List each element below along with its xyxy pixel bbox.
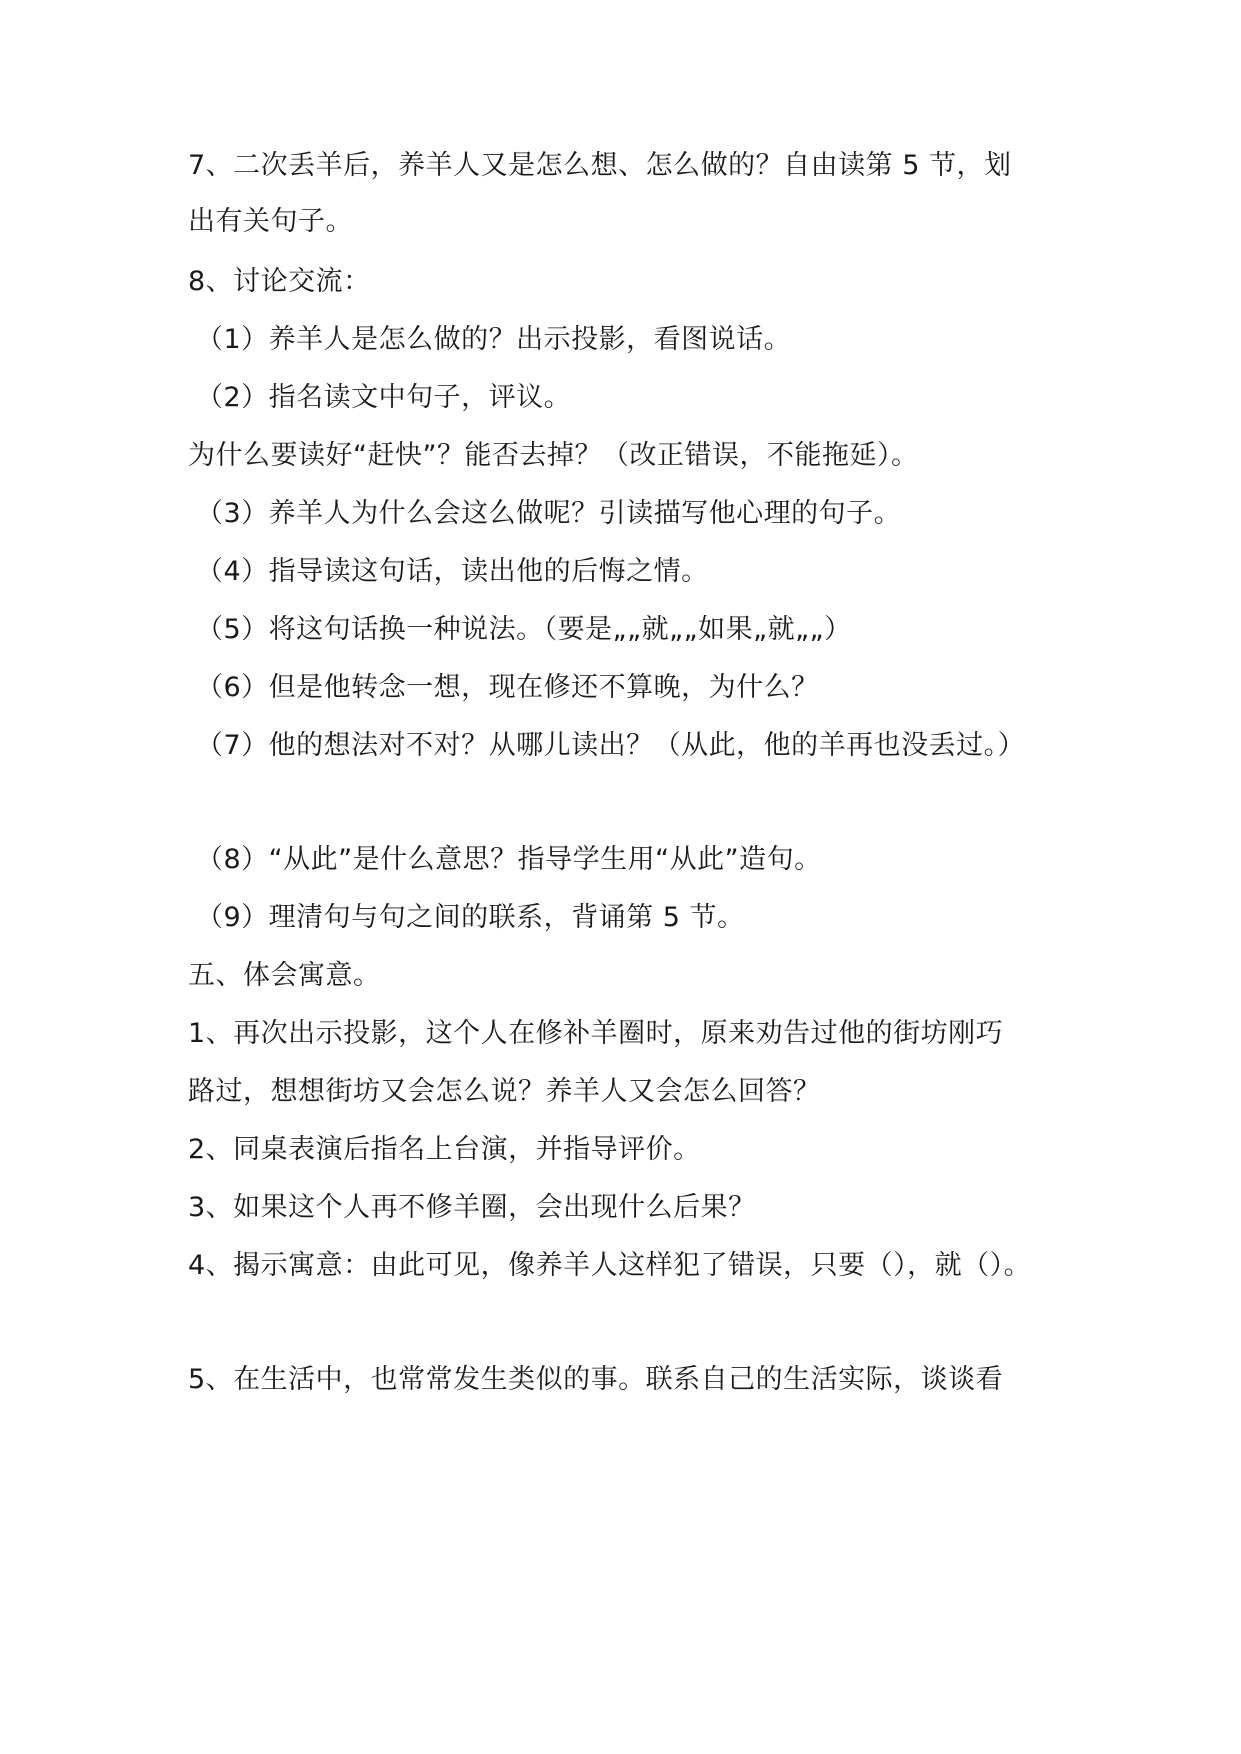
text-line: 8、讨论交流： — [188, 266, 371, 297]
text-line: 五、体会寓意。 — [188, 960, 381, 991]
text-line: 为什么要读好“赶快”？能否去掉？（改正错误，不能拖延）。 — [188, 440, 919, 471]
text-line: 4、揭示寓意：由此可见，像养羊人这样犯了错误，只要（），就（）。 — [188, 1250, 1032, 1281]
text-line: （3）养羊人为什么会这么做呢？引读描写他心理的句子。 — [196, 498, 902, 529]
text-line: 出有关句子。 — [188, 206, 353, 237]
text-line: 1、再次出示投影，这个人在修补羊圈时，原来劝告过他的街坊刚巧 — [188, 1018, 1004, 1049]
text-line: （8）“从此”是什么意思？指导学生用“从此”造句。 — [196, 844, 822, 875]
text-line: （6）但是他转念一想，现在修还不算晚，为什么？ — [196, 672, 819, 703]
text-line: （1）养羊人是怎么做的？出示投影，看图说话。 — [196, 324, 792, 355]
text-line: （5）将这句话换一种说法。（要是„„就„„如果„就„„） — [196, 614, 852, 645]
text-line: （4）指导读这句话，读出他的后悔之情。 — [196, 556, 709, 587]
text-line: （9）理清句与句之间的联系，背诵第 5 节。 — [196, 902, 745, 933]
text-line: 2、同桌表演后指名上台演，并指导评价。 — [188, 1134, 701, 1165]
text-line: 路过，想想街坊又会怎么说？养羊人又会怎么回答？ — [188, 1076, 821, 1107]
text-line: （2）指名读文中句子，评议。 — [196, 382, 572, 413]
text-line: 7、二次丢羊后，养羊人又是怎么想、怎么做的？自由读第 5 节，划 — [188, 150, 1012, 181]
text-line: 5、在生活中，也常常发生类似的事。联系自己的生活实际，谈谈看 — [188, 1364, 1004, 1395]
text-line: （7）他的想法对不对？从哪儿读出？（从此，他的羊再也没丢过。） — [196, 730, 1026, 761]
text-line: 3、如果这个人再不修羊圈，会出现什么后果？ — [188, 1192, 756, 1223]
